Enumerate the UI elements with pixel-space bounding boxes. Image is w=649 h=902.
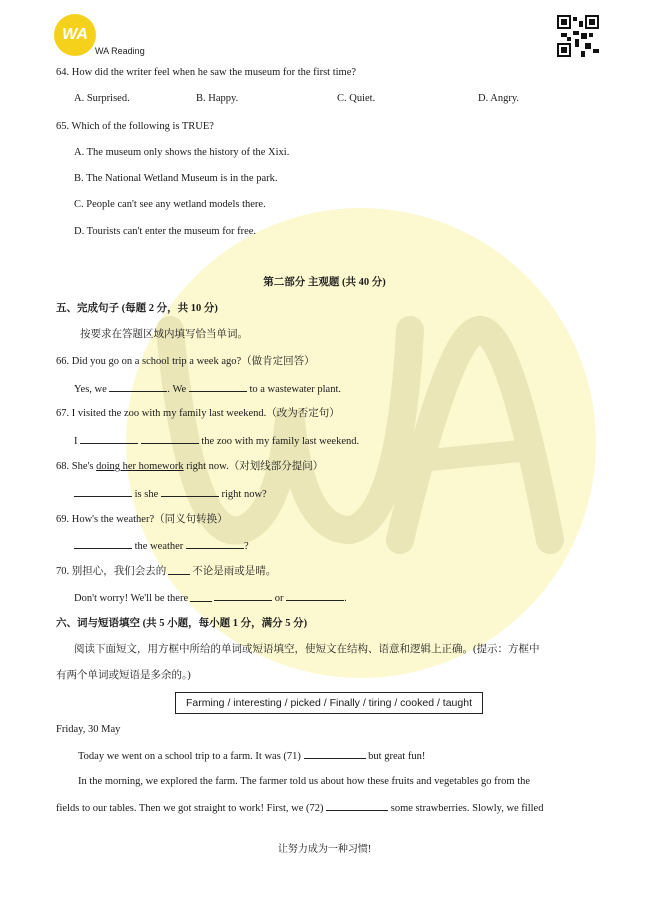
q72-blank[interactable] (326, 801, 388, 811)
q68-blank-1[interactable] (74, 487, 132, 497)
q68-answer-line: is she right now? (74, 487, 267, 502)
q65-stem: 65. Which of the following is TRUE? (56, 121, 214, 132)
section6-title: 六、词与短语填空 (共 5 小题，每小题 1 分，满分 5 分) (56, 618, 308, 629)
q65-option-a: A. The museum only shows the history of the Xixi. (74, 147, 290, 158)
passage-paragraph-2-line-2: fields to our tables. Then we got straight to work! First, we (72) some strawberries. Slowly, we filled (56, 803, 544, 814)
q69-stem: 69. How's the weather?（同义句转换） (56, 514, 228, 525)
q64-option-d: D. Angry. (478, 93, 520, 104)
page-footer: 让努力成为一种习惯! (277, 844, 372, 855)
q66-blank-2[interactable] (189, 382, 247, 392)
q70-dash (168, 569, 190, 575)
logo-text: WA Reading (95, 46, 145, 56)
qr-code-icon (557, 15, 599, 57)
passage-paragraph-2-line-1: In the morning, we explored the farm. The farmer told us about how these fruits and vegetables go from the (78, 776, 531, 787)
q67-blank-1[interactable] (80, 434, 138, 444)
q67-stem: 67. I visited the zoo with my family last weekend.（改为否定句） (56, 408, 340, 419)
q64-option-b: B. Happy. (196, 93, 239, 104)
q68-stem: 68. She's doing her homework right now.（对划线部分提问） (56, 461, 324, 472)
q67-answer-line: I the zoo with my family last weekend. (74, 436, 360, 447)
q70-answer-dash (190, 596, 212, 602)
part2-title: 第二部分 主观题 (共 40 分) (263, 277, 386, 288)
q69-blank-2[interactable] (186, 539, 244, 549)
q64-stem: 64. How did the writer feel when he saw the museum for the first time? (56, 67, 357, 78)
passage-date: Friday, 30 May (56, 724, 121, 735)
section5-instruction: 按要求在答题区域内填写恰当单词。 (80, 329, 248, 340)
q66-blank-1[interactable] (109, 382, 167, 392)
q65-option-d: D. Tourists can't enter the museum for free. (74, 226, 257, 237)
passage-paragraph-1: Today we went on a school trip to a farm. It was (71) but great fun! (78, 751, 426, 762)
q66-answer-line: Yes, we . We to a wastewater plant. (74, 384, 341, 395)
section5-title: 五、完成句子 (每题 2 分，共 10 分) (56, 303, 218, 314)
q69-blank-1[interactable] (74, 539, 132, 549)
q68-blank-2[interactable] (161, 487, 219, 497)
wa-logo-badge: WA (54, 14, 96, 56)
q70-blank-1[interactable] (214, 591, 272, 601)
q69-answer-line: the weather ? (74, 539, 249, 554)
section6-instruction-2: 有两个单词或短语是多余的。) (56, 670, 191, 681)
q71-blank[interactable] (304, 749, 366, 759)
q70-stem: 70. 别担心，我们会去的 不论是雨或是晴。 (56, 566, 277, 577)
word-box: Farming / interesting / picked / Finally / tiring / cooked / taught (175, 692, 483, 714)
q70-answer-line: Don't worry! We'll be there or . (74, 593, 347, 604)
q64-option-a: A. Surprised. (74, 93, 130, 104)
q66-stem: 66. Did you go on a school trip a week ago?（做肯定回答） (56, 356, 315, 367)
q70-blank-2[interactable] (286, 591, 344, 601)
q65-option-b: B. The National Wetland Museum is in the park. (74, 173, 278, 184)
q64-option-c: C. Quiet. (337, 93, 376, 104)
section6-instruction-1: 阅读下面短文，用方框中所给的单词或短语填空，使短文在结构、语意和逻辑上正确。(提示：方框中 (74, 644, 540, 655)
q65-option-c: C. People can't see any wetland models there. (74, 199, 266, 210)
q67-blank-2[interactable] (141, 434, 199, 444)
